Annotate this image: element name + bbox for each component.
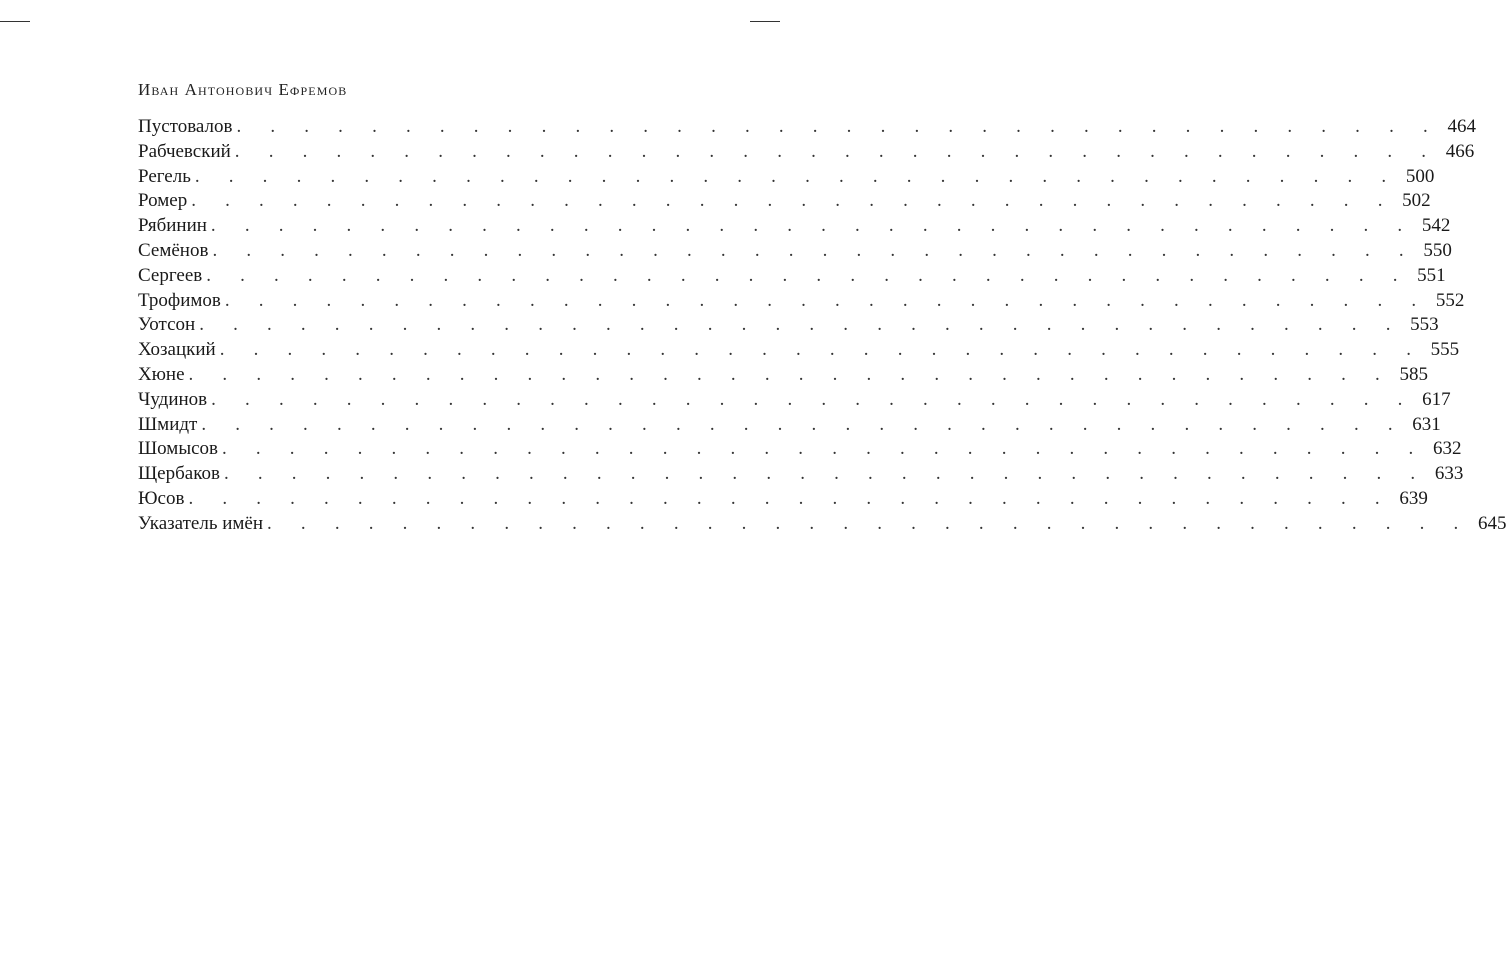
toc-entry-name: Щербаков — [138, 463, 220, 485]
toc-entry-name: Пустовалов — [138, 116, 233, 137]
toc-entry-name: Уотсон — [138, 314, 196, 336]
toc-entry-name: Хозацкий — [138, 339, 216, 361]
toc-entry[interactable] — [138, 264, 1446, 289]
toc-entry-page: 550 — [1423, 239, 1452, 261]
toc-leader-dots: . . . . . . . . . . . . . . . . . . . . . . . . . . . . . . . . . . . . — [194, 165, 1399, 187]
toc-entry[interactable] — [138, 437, 1462, 462]
toc-leader-dots: . . . . . . . . . . . . . . . . . . . . . . . . . . . . . . . . . . . . — [234, 140, 1439, 162]
toc-entry-page: 631 — [1412, 413, 1441, 435]
toc-entry-name: Сергеев — [138, 264, 203, 286]
toc-leader-dots: . . . . . . . . . . . . . . . . . . . . . . . . . . . . . . . . . . . . — [219, 339, 1424, 361]
toc-entry-page: 555 — [1430, 339, 1460, 361]
toc-entry-page: 551 — [1417, 264, 1446, 286]
toc-entry-page: 633 — [1434, 463, 1464, 485]
toc-entry-page: 617 — [1422, 388, 1451, 410]
toc-leader-dots: . . . . . . . . . . . . . . . . . . . . . . . . . . . . . . . . . . . . — [201, 413, 1405, 435]
toc-entry-name: Семёнов — [138, 239, 209, 261]
toc-entry-page: 553 — [1410, 314, 1439, 336]
toc-entry[interactable] — [138, 140, 1475, 165]
toc-entry-name: Рябинин — [138, 215, 207, 237]
toc-entry[interactable] — [138, 214, 1451, 239]
toc-entry-page: 500 — [1405, 165, 1435, 187]
toc-entry-page: 639 — [1399, 487, 1428, 509]
toc-entry[interactable] — [138, 115, 1476, 140]
toc-entry-page: 632 — [1432, 438, 1462, 460]
toc-leader-dots: . . . . . . . . . . . . . . . . . . . . . . . . . . . . . . . . . . . . — [188, 363, 1392, 385]
toc-entry-page: 585 — [1399, 363, 1428, 385]
toc-entry[interactable] — [138, 462, 1464, 487]
toc-entry[interactable] — [138, 388, 1451, 413]
toc-entry-name: Юсов — [138, 487, 185, 509]
toc-entry-page: 502 — [1402, 190, 1431, 212]
toc-entry[interactable] — [138, 413, 1441, 438]
toc-entry-name: Хюне — [138, 363, 185, 385]
crop-mark-right — [750, 21, 780, 22]
toc-entry[interactable] — [138, 512, 1506, 537]
toc-entry-name: Ромер — [138, 190, 188, 212]
toc-entry-name: Шомысов — [138, 438, 218, 460]
toc-entry-name: Трофимов — [138, 289, 221, 311]
running-title: Иван Антонович Ефремов — [138, 80, 348, 99]
toc-entry[interactable] — [138, 338, 1460, 363]
toc-entry[interactable] — [138, 313, 1439, 338]
toc-entry-page: 466 — [1445, 140, 1475, 162]
toc-entry-name: Чудинов — [138, 388, 208, 410]
toc-entry[interactable] — [138, 289, 1465, 314]
toc-leader-dots: . . . . . . . . . . . . . . . . . . . . . . . . . . . . . . . . . . . . — [206, 264, 1410, 286]
toc-leader-dots: . . . . . . . . . . . . . . . . . . . . . . . . . . . . . . . . . . . . — [188, 487, 1392, 509]
toc-leader-dots: . . . . . . . . . . . . . . . . . . . . . . . . . . . . . . . . . . . . — [211, 388, 1415, 410]
toc-entry[interactable] — [138, 189, 1431, 214]
toc-leader-dots: . . . . . . . . . . . . . . . . . . . . . . . . . . . . . . . . . . . . — [191, 190, 1395, 212]
toc-entry[interactable] — [138, 165, 1435, 190]
toc-entry[interactable] — [138, 487, 1428, 512]
toc-entry-name: Регель — [138, 165, 191, 187]
toc-entry-name: Шмидт — [138, 413, 198, 435]
toc-leader-dots: . . . . . . . . . . . . . . . . . . . . . . . . . . . . . . . . . . . . — [236, 116, 1440, 137]
toc-entry-name: Указатель имён — [138, 512, 264, 534]
toc-entry[interactable] — [138, 239, 1452, 264]
toc-leader-dots: . . . . . . . . . . . . . . . . . . . . . . . . . . . . . . . . . . . . — [199, 314, 1403, 336]
toc-entry-page: 464 — [1447, 116, 1476, 137]
toc-entry-page: 552 — [1435, 289, 1465, 311]
toc-leader-dots: . . . . . . . . . . . . . . . . . . . . . . . . . . . . . . . . . . . . — [224, 289, 1429, 311]
toc-leader-dots: . . . . . . . . . . . . . . . . . . . . . . . . . . . . . . . . . . . . — [223, 463, 1428, 485]
toc-entry[interactable] — [138, 363, 1428, 388]
toc-leader-dots: . . . . . . . . . . . . . . . . . . . . . . . . . . . . . . . . . . . . — [212, 239, 1416, 261]
crop-mark-left — [0, 21, 30, 22]
toc-entry-page: 542 — [1421, 215, 1451, 237]
toc-leader-dots: . . . . . . . . . . . . . . . . . . . . . . . . . . . . . . . . . . . . — [267, 512, 1471, 534]
toc-entry-name: Рабчевский — [138, 140, 231, 162]
toc-leader-dots: . . . . . . . . . . . . . . . . . . . . . . . . . . . . . . . . . . . . — [210, 215, 1415, 237]
toc-leader-dots: . . . . . . . . . . . . . . . . . . . . . . . . . . . . . . . . . . . . — [222, 438, 1426, 460]
table-of-contents — [138, 115, 1506, 537]
toc-entry-page: 645 — [1477, 512, 1506, 534]
